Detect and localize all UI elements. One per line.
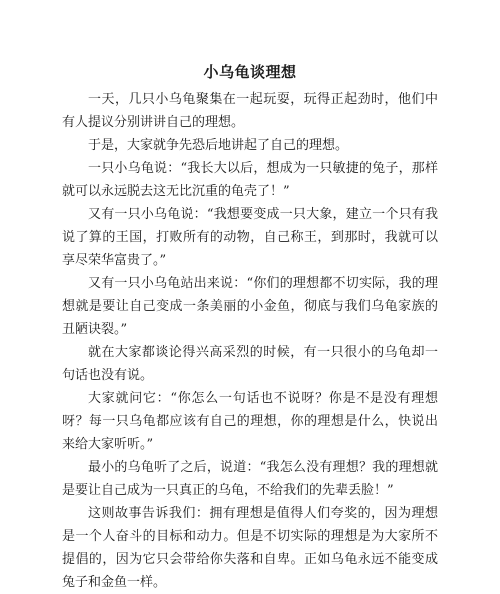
paragraph-3: 一只小乌龟说：“我长大以后，想成为一只敏捷的兔子，那样就可以永远脱去这无比沉重的龟壳了！” bbox=[62, 161, 438, 199]
document-title: 小乌龟谈理想 bbox=[203, 63, 297, 81]
paragraph-7: 大家就问它：“你怎么一句话也不说呀？你是不是没有理想呀？每一只乌龟都应该有自己的理想，你的理想是什么，快说出来给大家听听。” bbox=[62, 391, 438, 452]
paragraph-5: 又有一只小乌龟站出来说：“你们的理想都不切实际，我的理想就是要让自己变成一条美丽的小金鱼，彻底与我们乌龟家族的丑陋诀裂。” bbox=[62, 276, 438, 337]
paragraph-6: 就在大家都谈论得兴高采烈的时候，有一只很小的乌龟却一句话也没有说。 bbox=[62, 345, 438, 383]
paragraph-9: 这则故事告诉我们：拥有理想是值得人们夸奖的，因为理想是一个人奋斗的目标和动力。但是不切实际的理想是为大家所不提倡的，因为它只会带给你失落和自卑。正如乌龟永远不能变成兔子和金鱼一样。 bbox=[62, 506, 438, 590]
paragraph-2: 于是，大家就争先恐后地讲起了自己的理想。 bbox=[88, 138, 349, 153]
paragraph-8: 最小的乌龟听了之后，说道：“我怎么没有理想？我的理想就是要让自己成为一只真正的乌龟，不给我们的先辈丢脸！” bbox=[62, 460, 438, 498]
paragraph-4: 又有一只小乌龟说：“我想要变成一只大象，建立一个只有我说了算的王国，打败所有的动物，自己称王，到那时，我就可以享尽荣华富贵了。” bbox=[62, 207, 438, 268]
paragraph-1: 一天，几只小乌龟聚集在一起玩耍，玩得正起劲时，他们中有人提议分别讲讲自己的理想。 bbox=[62, 92, 438, 130]
